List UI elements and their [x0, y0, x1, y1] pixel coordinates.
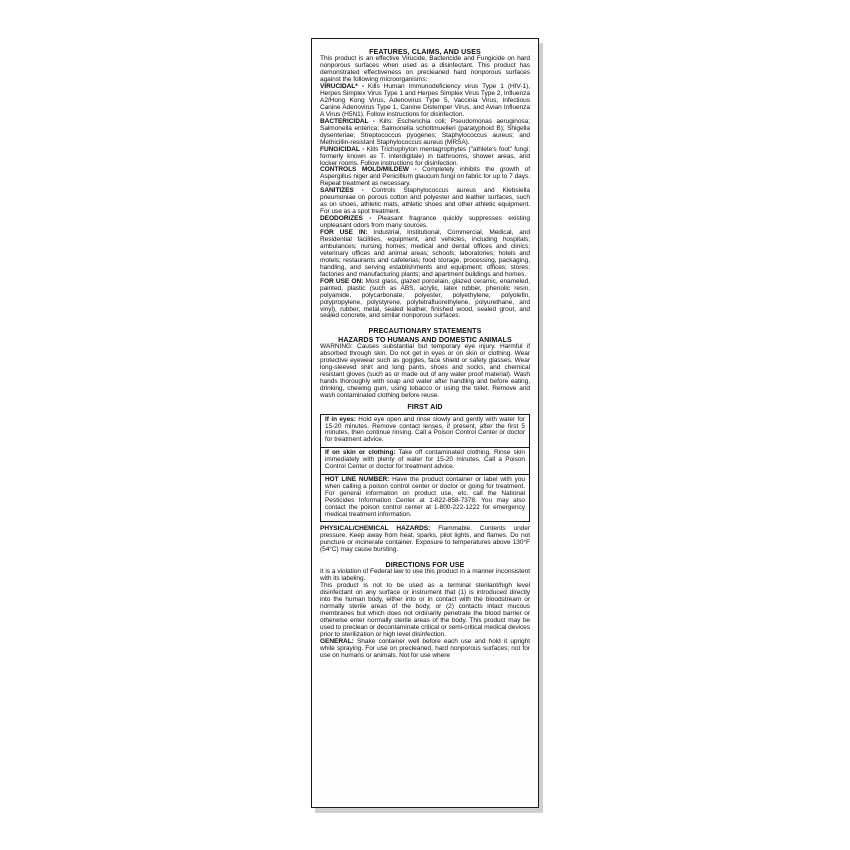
first-aid-hotline	[321, 475, 529, 521]
feature-fungicidal	[320, 147, 530, 168]
aid-label: If on skin or clothing:	[325, 449, 396, 457]
feature-text: Completely inhibits the growth of Aspergillus niger and Penicillium glaucum fungi on fabric for up to 7 days. Repeat treatment as necessary.	[320, 166, 531, 188]
aid-label: If in eyes:	[325, 415, 356, 423]
feature-text: Pleasant fragrance quickly suppresses existing unpleasant odors from many sources.	[320, 215, 530, 230]
directions-heading: DIRECTIONS FOR USE	[385, 561, 465, 570]
physical-text: Flammable. Contents under pressure. Keep away from heat, sparks, pilot lights, and flames. Do not puncture or incinerate container. Exposure to temperatures above 130°F (54°C) may cause bursting.	[320, 525, 530, 554]
features-heading: FEATURES, CLAIMS, AND USES	[369, 48, 481, 56]
feature-text: Kills Trichophyton mentagrophytes ("athlete's foot" fungi; formerly known as T. interdigitale) in bathrooms, shower areas, and locker rooms. Follow instructions for disinfection.	[320, 145, 531, 167]
feature-text: Kills: Escherichia coli; Pseudomonas aeruginosa; Salmonella enterica; Salmonella schottmuelleri (paratyphoid B); Shigella dysenteriae; Streptococcus pyogenes; Staphylococcus aureus; and Methicillin-resistant Staphylococcus aureus (MRSA).	[320, 117, 530, 146]
physical-hazards	[320, 526, 530, 554]
physical-label: PHYSICAL/CHEMICAL HAZARDS:	[320, 525, 431, 533]
feature-label: VIRUCIDAL* -	[320, 83, 364, 91]
feature-mold	[320, 167, 530, 188]
aid-label: HOT LINE NUMBER:	[325, 476, 390, 483]
directions-not-sterilant: This product is not to be used as a terminal sterilant/high level disinfectant on any surface or instrument that (1) is introduced directly into the human body, either into or in contact with the bloodstream or normally sterile areas of the body, or (2) contacts intact mucous membranes but which does not ordinarily penetrate the blood barrier or otherwise enter normally sterile areas of the body. This product may be used to preclean or decontaminate critical or semi-critical medical devices prior to sterilization or high level disinfection.	[320, 582, 530, 639]
aid-text: Hold eye open and rinse slowly and gently with water for 15-20 minutes. Remove contact lenses, if present, after the first 5 minutes, then continue rinsing. Call a Poison Control Center or doctor for treatment advice.	[325, 415, 525, 444]
first-aid-heading: FIRST AID	[407, 403, 443, 412]
feature-label: CONTROLS MOLD/MILDEW -	[320, 166, 417, 174]
feature-deodorizes	[320, 216, 530, 230]
feature-label: FOR USE ON:	[320, 277, 364, 285]
feature-text: Industrial, Institutional, Commercial, Medical, and Residential facilities, equipment, and vehicles, including hospitals; ambulances; nursing homes; medical and dental offices and clinics; veterinary offices and animal areas; schools; laboratories; hotels and motels; restaurants and cafeterias; food storage, processing, packaging, handling, and serving establishments and equipment; offices; stores; factories and manufacturing plants; and apartment buildings and homes.	[320, 229, 530, 278]
first-aid-skin	[321, 448, 529, 475]
warning-text: WARNING: Causes substantial but temporary eye injury. Harmful if absorbed through skin. Do not get in eyes or on skin or clothing. Wear protective eyewear such as goggles, face shield or safety glasses. Wear long-sleeved shirt and long pants, shoes and socks, and chemical resistant gloves (such as or made out of any water proof material). Wash hands thoroughly with soap and water after handling and before eating, drinking, chewing gum, using tobacco or using the toilet. Remove and wash contaminated clothing before reuse.	[320, 342, 530, 399]
feature-label: DEODORIZES -	[320, 215, 372, 223]
directions-general	[320, 639, 530, 660]
feature-text: Kills Human Immunodeficiency virus Type 1 (HIV-1), Herpes Simplex Virus Type 1 and Herpes Simplex Virus Type 2, Influenza A2/Hong Kong Virus, Adenovirus Type 5, Vaccinia Virus, Infectious Canine Adenovirus Type 1, Canine Distemper Virus, and Avian Influenza A Virus (H5N1). Follow instructions for disinfection.	[320, 83, 530, 118]
aid-text: Have the product container or label with you when calling a poison control center or doctor or going for treatment. For general information on product use, etc. call the National Pesticides Information Center at 1-822-858-7378. You may also contact the poison control center at 1-800-222-1222 for emergency medical treatment information.	[325, 476, 525, 518]
feature-label: FUNGICIDAL -	[320, 145, 365, 153]
first-aid-eyes	[321, 415, 529, 449]
feature-label: SANITIZES -	[320, 187, 364, 195]
feature-virucidal	[320, 84, 530, 119]
precautionary-heading: PRECAUTIONARY STATEMENTS	[368, 327, 482, 336]
feature-text: Controls Staphylococcus aureus and Klebsiella pneumoniae on porous cotton and polyester and leather surfaces, such as on shoes, athletic mats, athletic shoes and other athletic equipment. For use as a spot treatment.	[320, 187, 530, 216]
aid-text: Take off contaminated clothing. Rinse skin immediately with plenty of water for 15-20 minutes. Call a Poison Control Center or doctor for treatment advice.	[325, 449, 525, 471]
general-text: Shake container well before each use and hold it upright while spraying. For use on precleaned, hard nonporous surfaces; not for use on humans or animals. Not for use where	[320, 637, 530, 659]
general-label: GENERAL:	[320, 637, 354, 645]
features-intro: This product is an effective Virucide, Bactericide and Fungicide on hard nonporous surfaces when used as a disinfectant. This product has demonstrated effectiveness on precleaned hard nonporous surfaces against the following microorganisms:	[320, 55, 530, 84]
feature-sanitizes	[320, 188, 530, 216]
first-aid-table	[320, 414, 530, 523]
directions-federal-law: It is a violation of Federal law to use this product in a manner inconsistent with its labeling.	[320, 568, 530, 583]
feature-text: Most glass, glazed porcelain, glazed ceramic, enameled, painted, plastic (such as ABS, acrylic, latex rubber, phenolic resin, polyamide, polycarbonate, polyester, polyethylene, polyolefin, polypropylene, polystyrene, polytetrafluorethylene, polyurethane, and vinyl), rubber, metal, sealed leather, finished wood, sealed grout, and sealed concrete, and similar nonporous surfaces.	[320, 277, 530, 320]
feature-bactericidal	[320, 119, 530, 147]
feature-use-in	[320, 230, 530, 279]
label-panel	[311, 38, 539, 808]
feature-use-on	[320, 279, 530, 321]
feature-label: FOR USE IN:	[320, 229, 368, 237]
feature-label: BACTERICIDAL -	[320, 117, 375, 125]
hazards-subheading: HAZARDS TO HUMANS AND DOMESTIC ANIMALS	[338, 335, 512, 344]
